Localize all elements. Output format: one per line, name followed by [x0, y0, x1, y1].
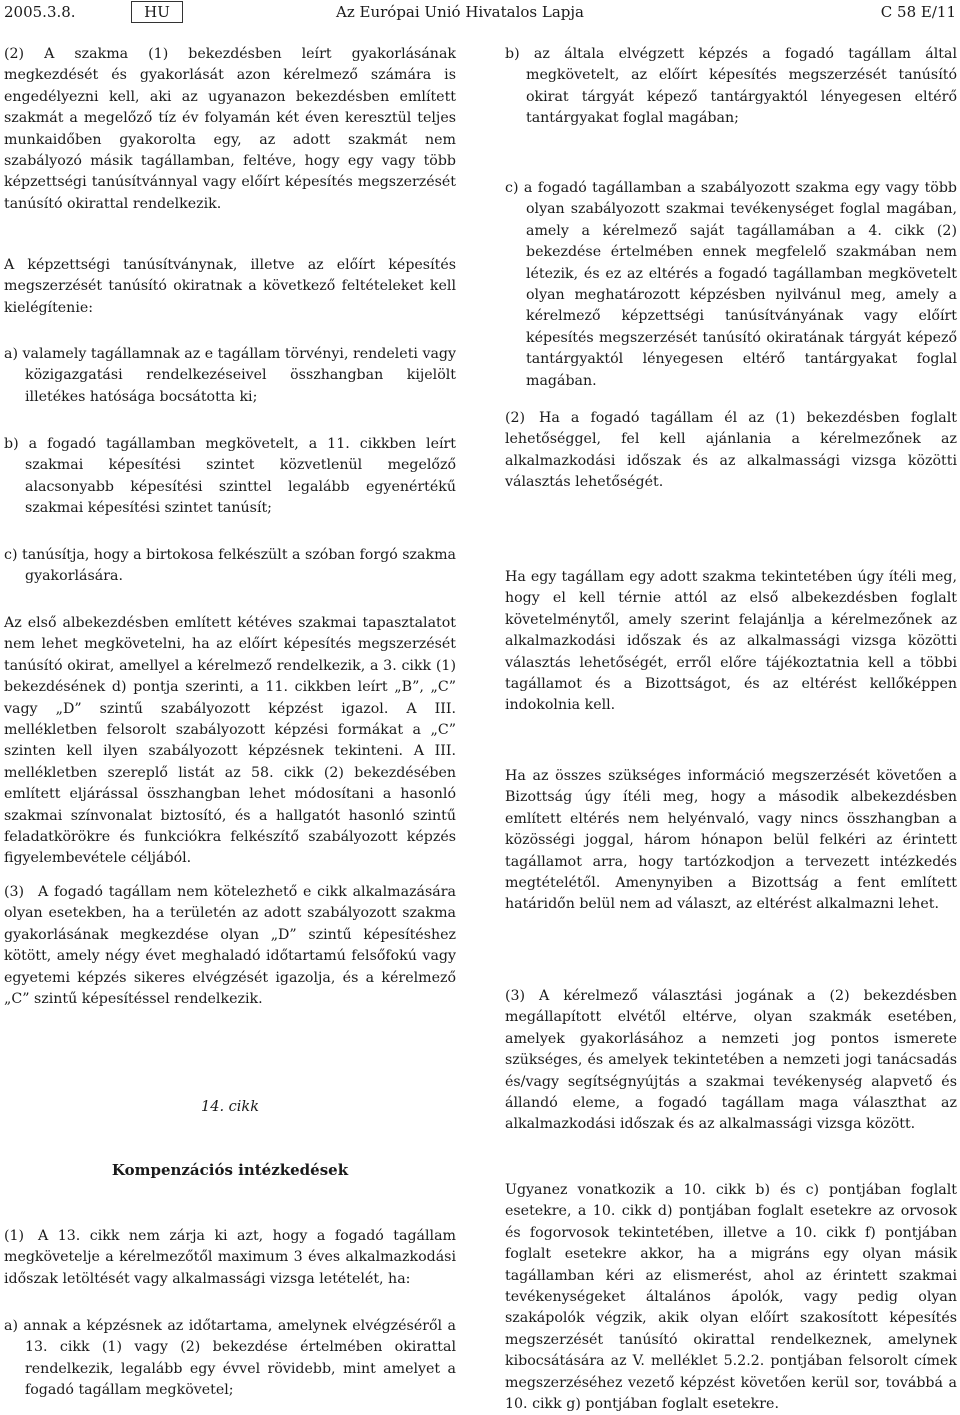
left-item-c-block	[4, 545, 456, 588]
language-code-box: HU	[131, 1, 183, 23]
right-paragraph-2-block	[505, 408, 957, 494]
paragraph-3-number: (3)	[4, 884, 25, 900]
commission-paragraph: Ha az összes szükséges információ megszerzését követően a Bizottság úgy ítéli meg, hogy a második albekezdésben említett eltérés nem helyénvaló, vagy nincs összhangban a közösségi joggal, három hónapon belül felkéri az érintett tagállamot arra, hogy tartózkodjon a tervezett intézkedés megtételétől. Amenynyiben a Bizottság a fent említett határidőn belül nem ad választ, az eltérést alkalmazni lehet.	[505, 768, 957, 913]
article-title-block	[4, 1160, 456, 1181]
right-derogation-block	[505, 567, 957, 717]
choice-paragraph-3	[505, 986, 957, 1136]
paragraph-1-text: A 13. cikk nem zárja ki azt, hogy a fogadó tagállam megkövetelje a kérelmezőtől maximum 3 éves alkalmazkodási időszak letöltését vagy alkalmassági vizsga letételét, ha:	[4, 1228, 456, 1287]
right-item-b-block	[505, 44, 957, 130]
paragraph-3-text: A fogadó tagállam nem kötelezhető e cikk alkalmazására olyan esetekben, ha a területén az adott szabályozott szakma gyakorlásának megkezdése olyan „D” szintű képesítéshez kötött, amely négy évet meghaladó időtartamú felsőfokú vagy egyetemi képzés sikeres elvégzését igazolja, és a kérelmező „C” szintű képesítéssel rendelkezik.	[4, 884, 456, 1008]
right-commission-block	[505, 766, 957, 916]
paragraph-1	[4, 1226, 456, 1290]
experience-paragraph: Az első albekezdésben említett kétéves szakmai tapasztalatot nem lehet megkövetelni, ha az előírt képesítés megszerzését tanúsító okirat, amellyel a kérelmező rendelkezik, a 3. cikk (1) bekezdésének d) pontja szerinti, a 11. cikkben leírt „B”, „C” vagy „D” szintű szabályozott képzést igazol. A III. mellékletben felsorolt szabályozott képzési formákat a „C” szinten kell ilyen szabályozott képzésnek tekinteni. A III. mellékletben szereplő listát az 58. cikk (2) bekezdésében említett eljárással összhangban lehet módosítani a hasonló szakmai színvonalat biztosító, és a hallgatót hasonló szintű feladatkörökre és funkciókra felkészítő szabályozott képzés figyelembevétele céljából.	[4, 615, 456, 867]
condition-a: a) valamely tagállamnak az e tagállam törvényi, rendeleti vagy közigazgatási rendelkezéseivel összhangban kijelölt illetékes hatósága bocsátotta ki;	[4, 346, 457, 405]
left-paragraph-1-block	[4, 1226, 456, 1290]
left-item-b-block	[4, 434, 456, 520]
left-column-intro	[4, 255, 456, 319]
choice-paragraph-3-number: (3)	[505, 988, 526, 1004]
choice-paragraph-3-text: A kérelmező választási jogának a (2) bekezdésben megállapított elvétől eltérve, olyan szakmák esetében, amelyek gyakorlásához a nemzeti jog pontos ismerete szükséges, és amelyek tekintetében a nemzeti jogi tanácsadás és/vagy segítségnyújtás a szakmai tevékenység alapvető és állandó eleme, a fogadó tagállam maga választhat az alkalmazkodási időszak és az alkalmassági vizsga között.	[505, 988, 957, 1133]
application-paragraph: Ugyanez vonatkozik a 10. cikk b) és c) pontjában foglalt esetekre, a 10. cikk d) pontjában foglalt esetekre az orvosok és fogorvosok tekintetében, illetve a 10. cikk f) pontjában foglalt esetekre akkor, ha a migráns egy olyan másik tagállamban kéri az elismerést, ahol az érintett szakmai tevékenységeket általános ápolók, vagy pedig olyan szakápolók végzik, akik olyan előírt szakosított képesítés megszerzését tanúsító okirattal rendelkeznek, amelynek kibocsátására az V. melléklet 5.2.2. pontjában felsorolt címek megszerzéséhez vezető képzést követően kerül sor, továbbá a 10. cikk g) pontjában foglalt esetekre.	[505, 1182, 957, 1413]
paragraph-2: (2) A szakma (1) bekezdésben leírt gyakorlásának megkezdését és gyakorlását azon kérelmező számára is engedélyezni kell, aki az ugyanazon bekezdésben említett szakmát a megelőző tíz év folyamán két éven keresztül teljes munkaidőben gyakorolta egy, az adott szakmát nem szabályozó másik tagállamban, feltéve, hogy egy vagy több képzettségi tanúsítvánnyal vagy előírt képesítés megszerzését tanúsító okirattal rendelkezik.	[4, 46, 456, 212]
left-item-a-bottom-block	[4, 1316, 456, 1402]
publication-date: 2005.3.8.	[4, 3, 76, 21]
page-reference: C 58 E/11	[880, 3, 956, 21]
compensation-condition-b: b) az általa elvégzett képzés a fogadó tagállam által megkövetelt, az előírt képesítés megszerzését tanúsító okirat tárgyát képező tantárgyaktól lényegesen eltérő tantárgyakat foglal magában;	[505, 46, 957, 127]
paragraph-1-number: (1)	[4, 1228, 25, 1244]
journal-title: Az Európai Unió Hivatalos Lapja	[336, 3, 584, 21]
condition-c: c) tanúsítja, hogy a birtokosa felkészült a szóban forgó szakma gyakorlására.	[4, 547, 456, 585]
choice-paragraph-2-text: Ha a fogadó tagállam él az (1) bekezdésben foglalt lehetőséggel, fel kell ajánlania a kérelmezőnek az alkalmazkodási időszak és az alkalmassági vizsga közötti választás lehetőségét.	[505, 410, 957, 491]
derogation-paragraph: Ha egy tagállam egy adott szakma tekintetében úgy ítéli meg, hogy el kell térnie attól az első albekezdésben foglalt követelménytől, amely szerint felajánlja a kérelmezőnek az alkalmazkodási időszak és az alkalmassági vizsga közötti választás lehetőségét, erről előre tájékoztatnia kell a többi tagállamot és a Bizottságot, és az eltérést kellőképpen indokolnia kell.	[505, 569, 957, 714]
right-paragraph-3-block	[505, 986, 957, 1136]
paragraph-3	[4, 882, 456, 1010]
left-paragraph-3-block	[4, 882, 456, 1010]
article-number: 14. cikk	[201, 1099, 259, 1115]
conditions-intro: A képzettségi tanúsítványnak, illetve az előírt képesítés megszerzését tanúsító okiratnak a következő feltételeket kell kielégítenie:	[4, 257, 456, 316]
choice-paragraph-2	[505, 408, 957, 494]
article-title: Kompenzációs intézkedések	[111, 1161, 349, 1179]
journal-header	[0, 0, 960, 28]
compensation-condition-c: c) a fogadó tagállamban a szabályozott szakma egy vagy több olyan szabályozott szakmai tevékenységet foglal magában, amely a kérelmező saját tagállamában a 4. cikk (2) bekezdése értelmében ennek megfelelő szakmában nem létezik, és ez az eltérés a fogadó tagállamban megkövetelt olyan meghatározott képzésben nyilvánul meg, amely a kérelmező képzettségi tanúsítványának vagy előírt képesítés megszerzését tanúsító okiratának tárgyát képező tantárgyaktól lényegesen eltérő tantárgyakat foglal magában.	[505, 180, 957, 389]
left-column-top	[4, 44, 456, 215]
right-item-c-block	[505, 178, 957, 392]
choice-paragraph-2-number: (2)	[505, 410, 526, 426]
condition-b: b) a fogadó tagállamban megkövetelt, a 11. cikkben leírt szakmai képesítési szintet közvetlenül megelőző alacsonyabb képesítési szinttel legalább egyenértékű szakmai képesítési szintet tanúsít;	[4, 436, 456, 517]
right-bottom-block	[505, 1180, 957, 1415]
left-item-a-block	[4, 344, 456, 408]
left-experience-block	[4, 613, 456, 870]
compensation-condition-a: a) annak a képzésnek az időtartama, amelynek elvégzéséről a 13. cikk (1) vagy (2) bekezdése értelmében okirattal rendelkezik, legalább egy évvel rövidebb, mint amelyet a fogadó tagállam megkövetel;	[4, 1318, 456, 1399]
article-number-block	[4, 1097, 456, 1118]
